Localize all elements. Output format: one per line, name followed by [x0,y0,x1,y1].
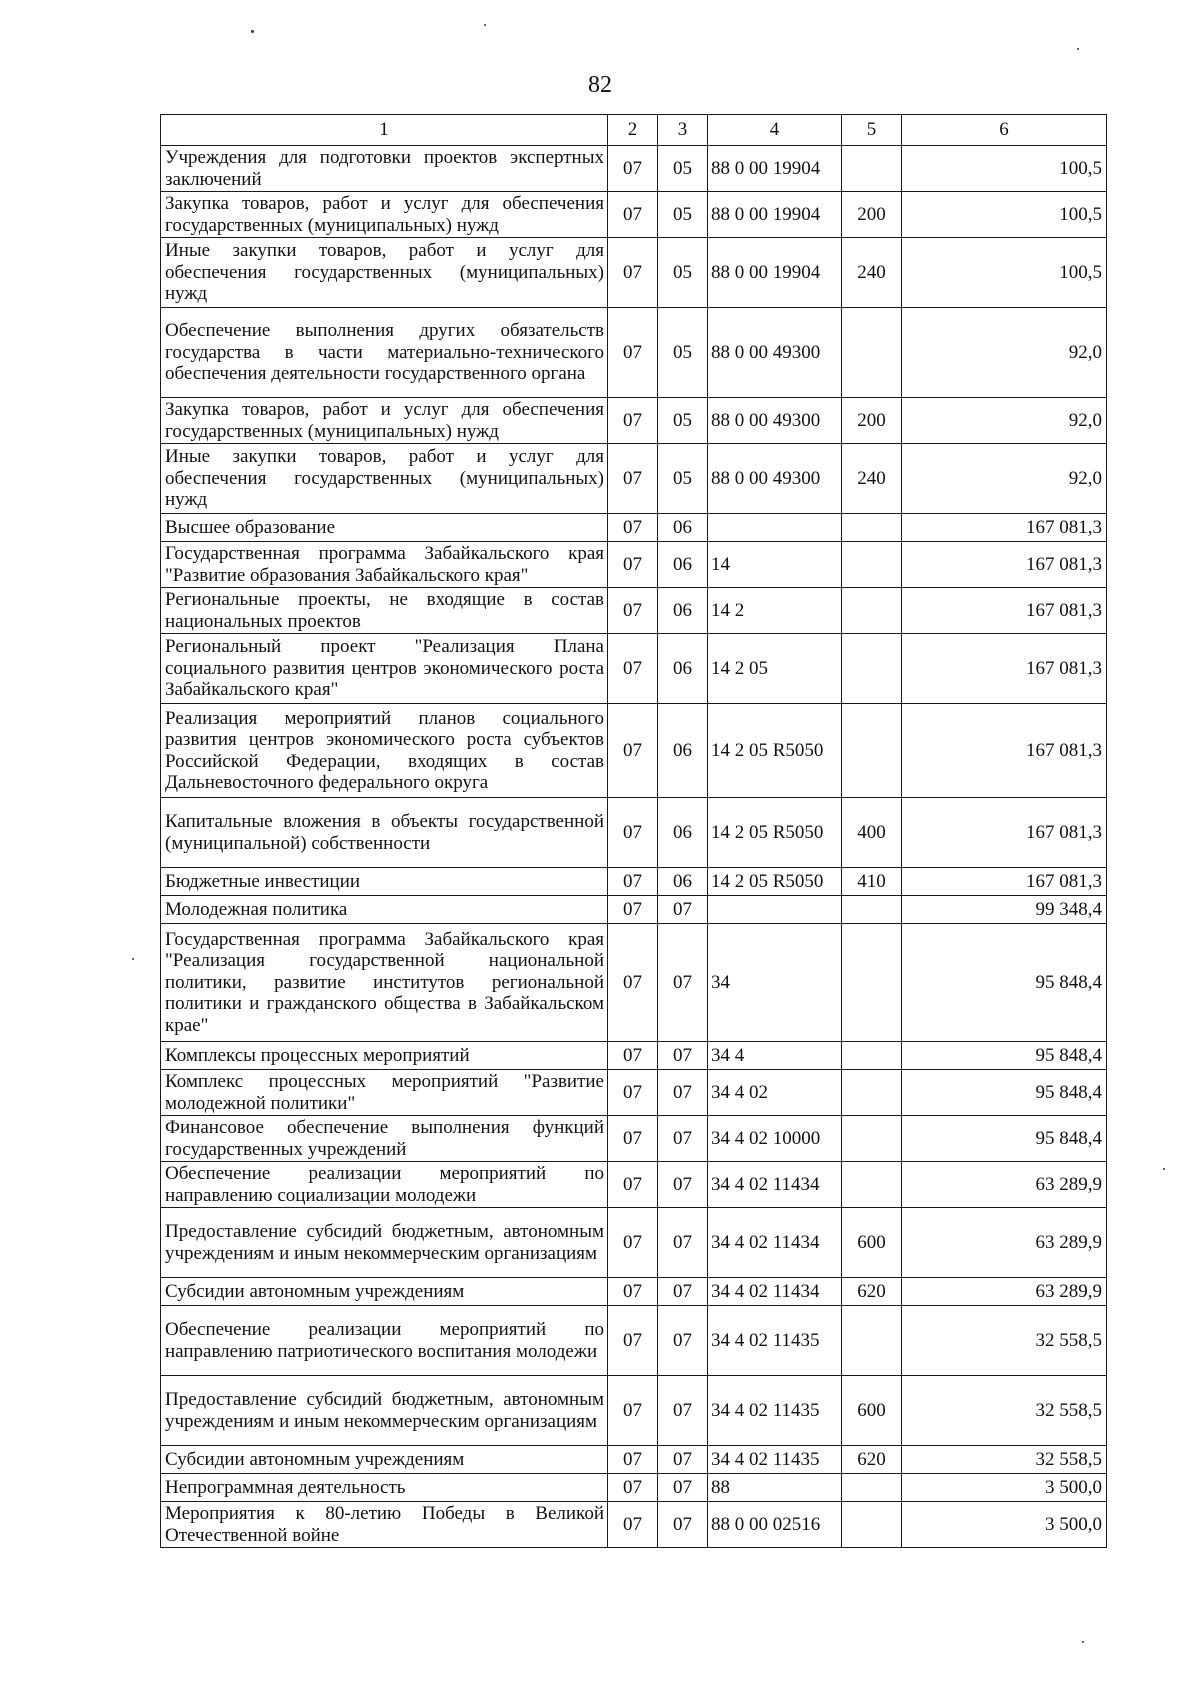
table-row [161,1474,1107,1502]
row-expense-type-cell: 410 [842,868,902,896]
row-target-article-cell: 88 [708,1474,842,1502]
table-row [161,542,1107,588]
row-expense-type-cell [842,1116,902,1162]
row-name-cell: Субсидии автономным учреждениям [161,1278,608,1306]
row-name-cell: Мероприятия к 80-летию Победы в Великой Отечественной войне [161,1502,608,1548]
row-amount-cell: 32 558,5 [902,1446,1107,1474]
row-subsection-cell: 07 [658,1278,708,1306]
table-row [161,798,1107,868]
row-target-article-cell [708,514,842,542]
row-target-article-cell: 14 2 [708,588,842,634]
scan-speck [1082,1641,1084,1643]
table-row [161,588,1107,634]
row-section-cell: 07 [608,1474,658,1502]
row-name-cell: Обеспечение реализации мероприятий по направлению патриотического воспитания молодежи [161,1306,608,1376]
row-expense-type-cell: 240 [842,444,902,514]
table-row [161,238,1107,308]
row-subsection-cell: 05 [658,444,708,514]
row-subsection-cell: 07 [658,1162,708,1208]
row-amount-cell: 3 500,0 [902,1474,1107,1502]
row-section-cell: 07 [608,308,658,398]
row-name-cell: Комплекс процессных мероприятий "Развитие молодежной политики" [161,1070,608,1116]
row-amount-cell: 95 848,4 [902,1116,1107,1162]
row-section-cell: 07 [608,514,658,542]
row-amount-cell: 100,5 [902,192,1107,238]
row-target-article-cell: 88 0 00 02516 [708,1502,842,1548]
row-amount-cell: 167 081,3 [902,514,1107,542]
row-subsection-cell: 07 [658,1070,708,1116]
table-row [161,398,1107,444]
row-amount-cell: 92,0 [902,398,1107,444]
row-amount-cell: 167 081,3 [902,542,1107,588]
row-subsection-cell: 07 [658,1474,708,1502]
row-section-cell: 07 [608,896,658,924]
scan-speck [484,24,486,26]
table-row [161,146,1107,192]
row-target-article-cell: 34 4 02 11434 [708,1278,842,1306]
row-expense-type-cell [842,1474,902,1502]
row-section-cell: 07 [608,398,658,444]
header-col-3: 3 [658,115,708,146]
row-subsection-cell: 06 [658,514,708,542]
row-target-article-cell: 34 4 02 10000 [708,1116,842,1162]
row-name-cell: Субсидии автономным учреждениям [161,1446,608,1474]
header-row [161,115,1107,146]
row-amount-cell: 167 081,3 [902,634,1107,704]
scan-speck [251,30,254,33]
row-subsection-cell: 07 [658,1376,708,1446]
scan-speck [1163,1168,1165,1170]
row-name-cell: Обеспечение выполнения других обязательств государства в части материально-технического обеспечения деятельности государственного органа [161,308,608,398]
row-subsection-cell: 07 [658,1446,708,1474]
row-target-article-cell [708,896,842,924]
row-amount-cell: 167 081,3 [902,868,1107,896]
row-subsection-cell: 07 [658,896,708,924]
row-target-article-cell: 88 0 00 19904 [708,146,842,192]
row-target-article-cell: 14 [708,542,842,588]
table-row [161,634,1107,704]
row-subsection-cell: 05 [658,308,708,398]
table-row [161,1116,1107,1162]
row-section-cell: 07 [608,798,658,868]
row-name-cell: Реализация мероприятий планов социального развития центров экономического роста субъектов Российской Федерации, входящих в состав Дальневосточного федерального округа [161,704,608,798]
row-section-cell: 07 [608,588,658,634]
row-amount-cell: 95 848,4 [902,1070,1107,1116]
row-name-cell: Предоставление субсидий бюджетным, автономным учреждениям и иным некоммерческим организациям [161,1208,608,1278]
row-expense-type-cell [842,514,902,542]
row-section-cell: 07 [608,192,658,238]
table-row [161,868,1107,896]
row-name-cell: Региональный проект "Реализация Плана социального развития центров экономического роста Забайкальского края" [161,634,608,704]
row-section-cell: 07 [608,1306,658,1376]
row-section-cell: 07 [608,146,658,192]
row-section-cell: 07 [608,868,658,896]
row-section-cell: 07 [608,1116,658,1162]
row-target-article-cell: 88 0 00 49300 [708,398,842,444]
row-amount-cell: 92,0 [902,444,1107,514]
row-name-cell: Молодежная политика [161,896,608,924]
row-target-article-cell: 14 2 05 R5050 [708,868,842,896]
row-section-cell: 07 [608,444,658,514]
row-name-cell: Непрограммная деятельность [161,1474,608,1502]
row-name-cell: Учреждения для подготовки проектов экспертных заключений [161,146,608,192]
row-target-article-cell: 14 2 05 R5050 [708,798,842,868]
table-row [161,1446,1107,1474]
header-col-1: 1 [161,115,608,146]
header-col-4: 4 [708,115,842,146]
row-amount-cell: 167 081,3 [902,588,1107,634]
row-expense-type-cell: 200 [842,192,902,238]
row-subsection-cell: 07 [658,1116,708,1162]
row-expense-type-cell: 400 [842,798,902,868]
table-row [161,1306,1107,1376]
row-section-cell: 07 [608,1070,658,1116]
table-row [161,896,1107,924]
row-expense-type-cell: 600 [842,1208,902,1278]
row-expense-type-cell [842,588,902,634]
row-subsection-cell: 07 [658,1306,708,1376]
table-row [161,308,1107,398]
table-row [161,1208,1107,1278]
row-expense-type-cell [842,924,902,1042]
row-name-cell: Закупка товаров, работ и услуг для обеспечения государственных (муниципальных) нужд [161,398,608,444]
row-target-article-cell: 14 2 05 [708,634,842,704]
row-expense-type-cell: 620 [842,1278,902,1306]
row-expense-type-cell: 620 [842,1446,902,1474]
row-expense-type-cell [842,1502,902,1548]
row-name-cell: Государственная программа Забайкальского края "Реализация государственной национальной политики, развитие институтов региональной политики и гражданского общества в Забайкальском крае" [161,924,608,1042]
row-target-article-cell: 88 0 00 19904 [708,238,842,308]
row-amount-cell: 95 848,4 [902,924,1107,1042]
table-row [161,1278,1107,1306]
scan-speck [1077,48,1079,50]
row-section-cell: 07 [608,1502,658,1548]
row-subsection-cell: 05 [658,238,708,308]
row-target-article-cell: 34 4 02 11435 [708,1376,842,1446]
table-row [161,444,1107,514]
row-expense-type-cell [842,542,902,588]
row-name-cell: Высшее образование [161,514,608,542]
row-subsection-cell: 06 [658,634,708,704]
row-target-article-cell: 34 4 02 [708,1070,842,1116]
row-amount-cell: 100,5 [902,238,1107,308]
row-expense-type-cell: 600 [842,1376,902,1446]
table-header [161,115,1107,146]
row-subsection-cell: 06 [658,588,708,634]
row-amount-cell: 99 348,4 [902,896,1107,924]
row-expense-type-cell [842,146,902,192]
row-expense-type-cell [842,704,902,798]
row-section-cell: 07 [608,1446,658,1474]
row-subsection-cell: 07 [658,924,708,1042]
header-col-6: 6 [902,115,1107,146]
table-row [161,1502,1107,1548]
header-col-5: 5 [842,115,902,146]
row-subsection-cell: 05 [658,146,708,192]
row-expense-type-cell [842,896,902,924]
row-target-article-cell: 34 [708,924,842,1042]
row-amount-cell: 167 081,3 [902,704,1107,798]
page-number: 82 [588,72,612,98]
table-row [161,1070,1107,1116]
row-subsection-cell: 06 [658,798,708,868]
row-name-cell: Финансовое обеспечение выполнения функций государственных учреждений [161,1116,608,1162]
row-target-article-cell: 34 4 02 11435 [708,1306,842,1376]
row-amount-cell: 92,0 [902,308,1107,398]
row-name-cell: Капитальные вложения в объекты государственной (муниципальной) собственности [161,798,608,868]
row-expense-type-cell [842,308,902,398]
table-row [161,1376,1107,1446]
row-section-cell: 07 [608,542,658,588]
row-expense-type-cell: 240 [842,238,902,308]
row-subsection-cell: 06 [658,868,708,896]
row-subsection-cell: 07 [658,1042,708,1070]
row-target-article-cell: 88 0 00 49300 [708,444,842,514]
row-section-cell: 07 [608,1376,658,1446]
row-subsection-cell: 06 [658,542,708,588]
table-row [161,1042,1107,1070]
row-amount-cell: 32 558,5 [902,1306,1107,1376]
row-expense-type-cell [842,1306,902,1376]
row-expense-type-cell [842,1042,902,1070]
row-name-cell: Обеспечение реализации мероприятий по направлению социализации молодежи [161,1162,608,1208]
scan-speck [132,958,134,960]
budget-table [160,114,1107,1548]
row-section-cell: 07 [608,238,658,308]
row-amount-cell: 32 558,5 [902,1376,1107,1446]
row-target-article-cell: 88 0 00 49300 [708,308,842,398]
row-name-cell: Региональные проекты, не входящие в состав национальных проектов [161,588,608,634]
row-amount-cell: 63 289,9 [902,1208,1107,1278]
row-amount-cell: 63 289,9 [902,1162,1107,1208]
row-amount-cell: 3 500,0 [902,1502,1107,1548]
row-subsection-cell: 06 [658,704,708,798]
table-row [161,1162,1107,1208]
row-target-article-cell: 34 4 02 11435 [708,1446,842,1474]
row-amount-cell: 167 081,3 [902,798,1107,868]
row-section-cell: 07 [608,1208,658,1278]
row-target-article-cell: 34 4 02 11434 [708,1162,842,1208]
row-name-cell: Предоставление субсидий бюджетным, автономным учреждениям и иным некоммерческим организациям [161,1376,608,1446]
row-name-cell: Иные закупки товаров, работ и услуг для обеспечения государственных (муниципальных) нужд [161,238,608,308]
row-section-cell: 07 [608,1162,658,1208]
row-subsection-cell: 05 [658,398,708,444]
row-target-article-cell: 34 4 02 11434 [708,1208,842,1278]
header-col-2: 2 [608,115,658,146]
row-name-cell: Иные закупки товаров, работ и услуг для обеспечения государственных (муниципальных) нужд [161,444,608,514]
row-target-article-cell: 14 2 05 R5050 [708,704,842,798]
row-section-cell: 07 [608,924,658,1042]
row-expense-type-cell: 200 [842,398,902,444]
row-subsection-cell: 07 [658,1208,708,1278]
row-target-article-cell: 34 4 [708,1042,842,1070]
row-expense-type-cell [842,1070,902,1116]
row-amount-cell: 100,5 [902,146,1107,192]
row-name-cell: Закупка товаров, работ и услуг для обеспечения государственных (муниципальных) нужд [161,192,608,238]
row-name-cell: Бюджетные инвестиции [161,868,608,896]
row-target-article-cell: 88 0 00 19904 [708,192,842,238]
row-name-cell: Комплексы процессных мероприятий [161,1042,608,1070]
table-row [161,704,1107,798]
row-section-cell: 07 [608,1042,658,1070]
row-name-cell: Государственная программа Забайкальского края "Развитие образования Забайкальского края" [161,542,608,588]
row-section-cell: 07 [608,1278,658,1306]
row-amount-cell: 95 848,4 [902,1042,1107,1070]
row-subsection-cell: 05 [658,192,708,238]
table-row [161,514,1107,542]
row-section-cell: 07 [608,634,658,704]
table-row [161,924,1107,1042]
row-expense-type-cell [842,634,902,704]
row-expense-type-cell [842,1162,902,1208]
table-row [161,192,1107,238]
row-subsection-cell: 07 [658,1502,708,1548]
row-section-cell: 07 [608,704,658,798]
row-amount-cell: 63 289,9 [902,1278,1107,1306]
table-body [161,146,1107,1548]
